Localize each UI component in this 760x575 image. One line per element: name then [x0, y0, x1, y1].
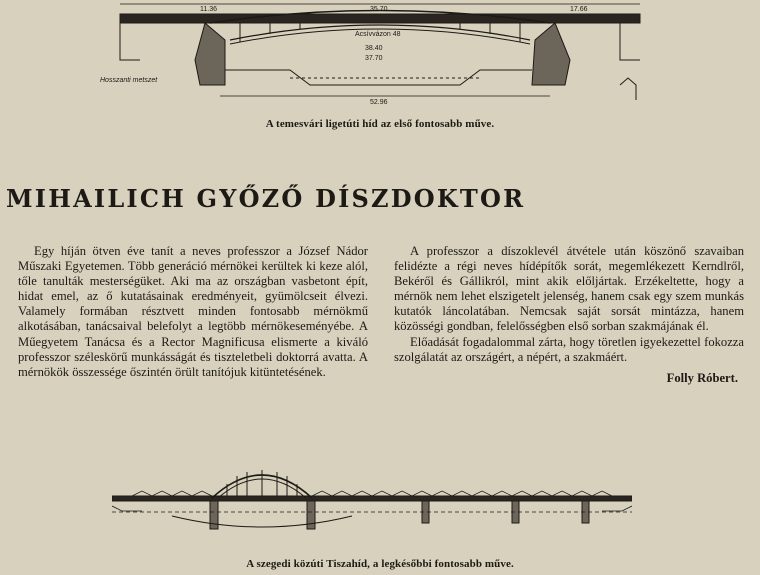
arch-label: Acsívvázon 48: [355, 31, 401, 38]
dim-left-label: 11.36: [200, 6, 217, 13]
dim-right-label: 17.66: [570, 6, 588, 13]
headline: MIHAILICH GYŐZŐ DÍSZDOKTOR: [6, 184, 526, 213]
span2-label: 37.70: [365, 55, 383, 62]
paragraph: A professzor a díszoklevél átvétele után köszönő szavaiban felidézte a régi neves hídépítők sorát, megemlékezett Kerndlről, Bekéről és Gállikról, mint akik előljártak. Erzékeltette, hogy a mérnök nem lehet elszigetelt jelenség, hanem csak egy szem munkás kutatók láncolatában. Nemcsak saját sorsát mintázza, hanem közösségi gondban, felelősségben első sorban szakmájának él.: [394, 244, 744, 334]
paragraph: Előadását fogadalommal zárta, hogy töretlen igyekezettel fokozza szolgálatát az országért, a népért, a szakmáért.: [394, 334, 744, 364]
article-column-left: [18, 244, 368, 380]
temesvar-bridge-drawing: [100, 0, 660, 112]
bottom-dim-label: 52.96: [370, 99, 388, 106]
author-signature: Folly Róbert.: [666, 370, 738, 385]
section-label: Hosszanti metszet: [100, 77, 158, 84]
bridge-section-svg: [100, 0, 660, 112]
tisza-bridge-svg: [112, 466, 632, 552]
article-column-right: [394, 244, 744, 386]
bottom-figure-caption: A szegedi közúti Tiszahíd, a legkésőbbi fontosabb műve.: [246, 558, 514, 570]
dim-center-label: 35.70: [370, 6, 388, 13]
szeged-bridge-drawing: [112, 466, 632, 552]
paragraph: Egy híján ötven éve tanít a neves professzor a József Nádor Műszaki Egyetemen. Több generáció mérnökei kerültek ki keze alól, tőle tanulták mesterségüket. Aki ma az országban vasbetont épít, hidat emel, az ő kutatásainak eredményeit, gyümölcseit élvezi. Valamely formában résztvett minden fontosabb mérnökmű alkotásában, tanácsaival belefolyt a legtöbb mérnökeseményébe. A Műegyetem Tanácsa és a Rector Magnificusa elismerte a kiváló professzor széleskörű munkásságát és tiszteletbeli doktorrá avatta. A mérnökök összessége őszintén örült tanítójuk kitüntetésének.: [18, 244, 368, 379]
top-figure-caption: A temesvári ligetúti híd az első fontosabb műve.: [265, 118, 495, 130]
span-label: 38.40: [365, 45, 383, 52]
